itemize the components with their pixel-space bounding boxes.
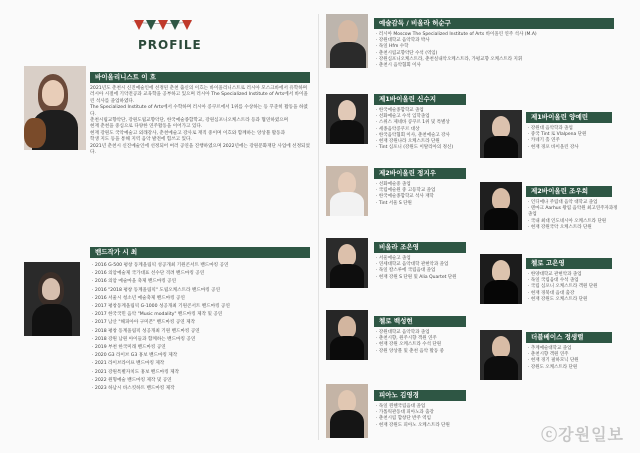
list-item: · 2021 강원특별자치도 홍보 밴드마킹 제작 (92, 369, 312, 377)
list-item: · 2017 한국국민 음악 "Music modality" 밴드마킹 제작 및 공연 (92, 311, 312, 319)
bio-line: · 현재 경북대 음대 출강 (528, 291, 620, 297)
list-item: · 2016 G-500 평창 동계올림픽 성공개최 기원콘서트 밴드마킹 공연 (92, 262, 312, 270)
violin2-label-band: 제2바이올린 정지우 (374, 168, 466, 179)
bio-line: · 춘천시립 합창단 반주 역임 (376, 416, 476, 422)
list-item: · 2016 서울시 청소년 예술축제 밴드마킹 공연 (92, 295, 312, 303)
bio-line: · 춘천시립교향악단 수석 (역임) (376, 51, 616, 57)
list-item: · 2022 원형예술 밴드마킹 제작 및 공연 (92, 377, 312, 385)
bio-line: 2021년 춘천시 신진예술인에 선정되어 여러 공연을 진행하였으며 2022년에는 강원문화재단 사업에 선정되었다. (90, 143, 310, 156)
cello-photo (480, 254, 522, 304)
violinist-bio (90, 86, 312, 156)
flag-red (158, 20, 168, 30)
bio-line: · 현재 경포 바이올린 강사 (528, 145, 618, 151)
bio-line: · 강원대 음악학과 졸업 (528, 126, 618, 132)
bio-line: · 현재 경기 필하모닉 단원 (528, 358, 620, 364)
bio-line: · 독일 뮌헨국립음대 졸업 (376, 404, 476, 410)
cello2-bio (376, 330, 476, 355)
flag-red (182, 20, 192, 30)
bio-line: · 강원심포니오케스트라, 춘천실내악오케스트라, 가평교향 오케스트라 지휘 (376, 57, 616, 63)
bio-line: · 현재 강원나라 오케스트라 단원 (376, 139, 476, 145)
list-item: · 2017 평창동계올림픽 G-1000 성공개최 기원콘서트 밴드마킹 공연 (92, 303, 312, 311)
bio-line: 학생 지도 등을 통해 지역 음악 발전에 힘쓰고 있다. (90, 137, 192, 143)
violin1-bio (376, 108, 476, 151)
viola-bio (376, 256, 476, 281)
bio-line: · 추계예술대학교 졸업 (528, 346, 620, 352)
doublebass-label-band: 더블베이스 정생렬 (526, 332, 612, 343)
violin1b-photo (480, 110, 522, 158)
bio-line: · Tint 심포니 (강원도 이탈리아의 정신) (376, 145, 476, 151)
piano-photo (326, 384, 368, 438)
bio-line: · 한국예술종합학교 석사 재학 (376, 194, 476, 200)
piano-bio (376, 404, 476, 429)
bio-line: · 강원도 오케스트라 단원 (528, 365, 620, 371)
bio-line: 춘천시립교향악단, 강원도립교향악단, 한국예술종합학교, 강원심포니오케스트라 등과 협연하였으며 (90, 118, 289, 124)
bunting-decoration (132, 14, 192, 32)
doublebass-bio (528, 346, 620, 371)
bio-line: · 선화예술고 수석 입학졸업 (376, 114, 476, 120)
bio-line: · 선화예술중 졸업 (376, 182, 476, 188)
doublebass-photo (480, 330, 522, 380)
bio-line: · 국립예술원 중 고등학교 졸업 (376, 188, 476, 194)
bio-line: · 독일 칼스루에 국립음대 졸업 (376, 268, 476, 274)
bio-line: · 독일 국립음대 수석 졸업 (528, 278, 620, 284)
projects-list (92, 262, 312, 393)
bio-line: · 한양대학교 관현악과 졸업 (528, 272, 620, 278)
cello-label-band: 첼로 고은영 (526, 258, 612, 269)
bio-line: · 춘천시향, 원주시향 객원 연주 (376, 336, 476, 342)
bio-line: 현재 춘천을 중심으로 다양한 연주활동을 이어가고 있다. (90, 124, 203, 130)
director-photo (326, 14, 368, 68)
piano-label-band: 피아노 김영경 (374, 390, 466, 401)
list-item: · 2017 남산 "해피아아 구미폰" 밴드마킹 공연 제작 (92, 319, 312, 327)
bio-line: · 국내 최대 인도네시아 오케스트라 단원 (528, 219, 620, 225)
violinist-label-band: 바이올리니스트 이 흐 (90, 72, 310, 83)
director-bio (376, 32, 616, 69)
list-item: · 2018 평창 동계올림픽 성공개최 기원 밴드마킹 공연 (92, 328, 312, 336)
flag-red (134, 20, 144, 30)
list-item: · 2016 "2018 평창 동계올림픽" 도립오케스트라 밴드마킹 공연 (92, 287, 312, 295)
bio-line: 2021년도 춘천시 신진예술인에 선정된 춘천 출신의 이흐는 바이올리니스트로 러시아 모스크바에서 유학하며 (90, 86, 308, 91)
bio-line: · Tint 서울 S 단원 (376, 201, 476, 207)
bio-line: The Specialized Institute of Arts에서 수학하며 러시아 콩쿠르에서 1위를 수상하는 등 꾸준히 활동을 하였다. (90, 105, 308, 117)
column-divider (318, 14, 319, 440)
violin2b-photo (480, 182, 522, 230)
bio-line: 러시아 시절에 기악전공과 교육학을 공부하고 있으며 러시아 The Specialized Institute of Arts에서 바이올린 석사를 졸업하였다. (90, 92, 308, 104)
watermark: ⓒ강원일보 (541, 425, 624, 444)
violin2-photo (326, 166, 368, 216)
list-item: · 2018 강원 남원 아이들과 함께하는 밴드마킹 공연 (92, 336, 312, 344)
page-title: PROFILE (138, 38, 202, 52)
violin1-photo (326, 94, 368, 144)
list-item: · 2016 의암예술제 국가대표 선수단 격려 밴드마킹 공연 (92, 270, 312, 278)
violin1-label-band: 제1바이올린 신수지 (374, 94, 466, 105)
cello2-label-band: 첼로 백성현 (374, 316, 466, 327)
bio-line: · 현재 강원국악 오케스트라 단원 (528, 225, 620, 231)
violin1b-bio (528, 126, 618, 151)
bio-line: · 인디애나 주립대 음악 대학교 졸업 (528, 200, 620, 206)
bio-line: · 세종음악콩쿠르 대상 (376, 127, 476, 133)
bio-line: · 춘천시향 객원 연주 (528, 352, 620, 358)
bio-line: · 한국예술종합학교 졸업 (376, 108, 476, 114)
bio-line: · 강원대학교 음악학과 박사 (376, 38, 616, 44)
flag-green (170, 20, 180, 30)
violin2-bio (376, 182, 476, 207)
list-item: · 2021 라이브라이프 밴드마킹 제작 (92, 360, 312, 368)
bio-line: · 국립 심포니 오케스트라 객원 단원 (528, 284, 620, 290)
bio-line: · 가톨릭관동대 피아노과 출강 (376, 410, 476, 416)
bio-line: · 현재 강원도 피아노 오케스트라 단원 (376, 423, 476, 429)
list-item: · 2023 하남시 바스킷하트 밴드마킹 제작 (92, 385, 312, 393)
bio-line: · 독일 Hfm 수학 (376, 44, 616, 50)
bio-line: · 연세대학교 음악대학 관현악과 졸업 (376, 262, 476, 268)
violin2b-label-band: 제2바이올린 조우희 (526, 186, 612, 197)
bio-line: · 강원대학교 음악학과 졸업 (376, 330, 476, 336)
bio-line: · 춘천시 음악협회 이사 (376, 63, 616, 69)
composer-photo (24, 262, 80, 336)
bio-line: · 현재 강원 오케스트라 수석 단원 (376, 342, 476, 348)
bio-line: 현재 강원도 국악예술고 외래강사, 춘천예술고 강사로 재직 중이며 이흐와 함께하는 앙상블 활동과 (90, 130, 286, 136)
viola-photo (326, 238, 368, 288)
list-item: · 2019 부천 한국미래 밴드마킹 공연 (92, 344, 312, 352)
list-item: · 2016 의암 예술마을 축제 밴드마킹 공연 (92, 278, 312, 286)
projects-label-band: 밴드작가 시 최 (90, 247, 310, 258)
cello2-photo (326, 310, 368, 360)
violin1b-label-band: 제1바이올린 양예린 (526, 112, 612, 123)
violin2b-bio (528, 200, 620, 231)
viola-label-band: 비올라 조은영 (374, 242, 466, 253)
bio-line: · 덴마크 Aarhus 왕립 음악원 최고연주자과정 졸업 (528, 206, 620, 218)
bio-line: · 카네기 홀 연주 (528, 138, 618, 144)
bio-line: · 현재 강원 S 단원 및 Alia Quartet 단원 (376, 275, 476, 281)
bio-line: · 서울예술고 졸업 (376, 256, 476, 262)
flag-green (146, 20, 156, 30)
bio-line: · 러시아 Moscow The Specialized Institute of Arts 바이올린 연주 석사 (M.A) (376, 32, 616, 38)
bio-line: · 현재 강원도 오케스트라 단원 (528, 297, 620, 303)
bio-line: · 강원 앙상블 및 춘천 음악 활동 중 (376, 349, 476, 355)
bio-line: · 스위스 제네바 콩쿠르 1위 및 특별상 (376, 120, 476, 126)
cello-bio (528, 272, 620, 303)
bio-line: · 중국 Tint 로 Vlalpena 단원 (528, 132, 618, 138)
violinist-photo (24, 66, 86, 150)
director-label-band: 예술감독 / 비올라 허순구 (374, 18, 614, 29)
bio-line: · 한국음악협회 이사, 춘천예술고 강사 (376, 133, 476, 139)
list-item: · 2020 G3 라이브 G3 홍보 밴드마킹 제작 (92, 352, 312, 360)
